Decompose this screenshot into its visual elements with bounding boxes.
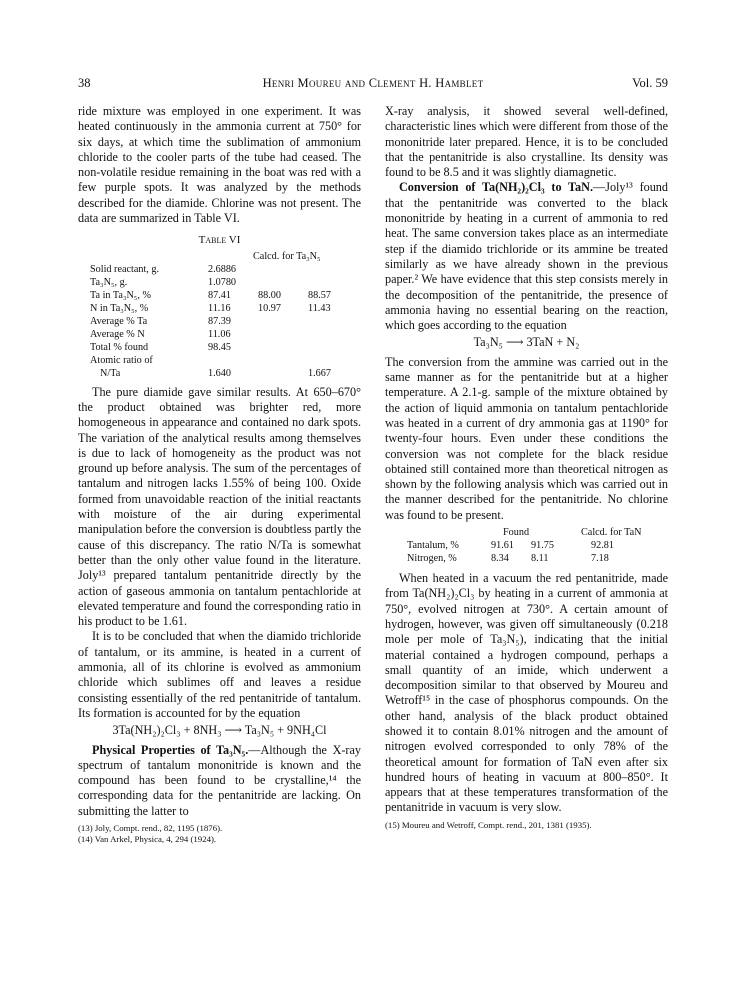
table-title: Table VI [198,234,241,247]
row-label: Tantalum, % [407,540,459,552]
table-row [80,315,361,328]
table-cell: 1.640 [208,367,231,379]
table-cell: 1.0780 [208,276,237,288]
table-header: Found [503,527,530,539]
page-header [78,76,668,92]
row-label: Nitrogen, % [407,553,457,565]
table-row [80,328,361,341]
analysis-table [385,526,668,565]
table-cell: 91.61 [491,540,514,552]
equation: Ta₃N₅ ⟶ 3TaN + N₂ [473,335,580,350]
footnote: (13) Joly, Compt. rend., 82, 1195 (1876). [78,822,223,833]
paragraph: The conversion from the ammine was carried out in the same manner as for the pentanitride but at a higher temperature. A 2.1-g. sample of the mixture obtained by the action of liquid ammonia on tantalum pentachloride was heated in a current of dry ammonia gas at 1190° for twenty-four hours. Even under these conditions the conversion was not complete for the black residue obtained still contained more than theoretical nitrogen as shown by the following analysis which was carried out in the manner described for the pentanitride. No chlorine was found to be present. [385,354,668,522]
paragraph: When heated in a vacuum the red pentanitride, made from Ta(NH₂)₂Cl₃ by heating in a current of ammonia at 750°, evolved nitrogen at 730°. A certain amount of hydrogen, however, was given off simultaneously (0.218 mole per mole of Ta₃N₅), indicating that the initial material contained a hydrogen compound, perhaps a small quantity of an imide, which underwent a decomposition similar to that observed by Moureu and Wetroff¹⁵ in the case of phosphorus compounds. On the other hand, analysis of the black product obtained showed it to contain 8.01% nitrogen and the amount of nitrogen evolved corresponded to only 78% of the theoretical amount for formation of TaN even after six hundred hours of heating in vacuum at 800–850°. It appears that at these temperatures transformation of the pentanitride in vacuum is very slow. [385,571,668,815]
table-row [80,341,361,354]
table-cell: 2.6886 [208,263,237,275]
row-label: Ta in Ta₃N₅, % [90,289,151,301]
row-label: Ta₃N₅, g. [90,276,128,288]
left-column [78,104,361,845]
section-heading: Physical Properties of Ta₃N₅. [92,742,249,757]
paragraph [385,180,668,333]
table-row [385,552,668,565]
table-header: Calcd. for Ta₃N₅ [253,250,321,262]
row-label: N in Ta₃N₅, % [90,302,149,314]
section-heading: Conversion of Ta(NH₂)₂Cl₃ to TaN. [399,180,594,195]
paragraph: The pure diamide gave similar results. At 650–670° the product obtained was brighter red, more homogeneous in appearance and contained no dark spots. The variation of the analytical results among themselves is due to lack of homogeneity as the product was not ground up before analysis. The sum of the percentages of tantalum and nitrogen lacks 1.55% of being 100. Oxide formed from unavoidable reaction of the initial reactants with moisture of the air during experimental manipulation before the conversion is doubtless partly the cause of this discrepancy. The ratio N/Ta is somewhat better than the only other value found in the literature. Joly¹³ prepared tantalum pentanitride directly by the action of gaseous ammonia on tantalum pentachloride at elevated temperature and found the corresponding ratio in his product to be 1.61. [78,384,361,629]
table-row [80,276,361,289]
table-cell: 10.97 [258,302,281,314]
table-cell: 98.45 [208,341,231,353]
table-body [80,263,361,380]
table-cell: 11.16 [208,302,231,314]
footnote: (14) Van Arkel, Physica, 4, 294 (1924). [78,833,217,844]
table-cell: 87.39 [208,315,231,327]
table-cell: 1.667 [308,367,331,379]
table-cell: 8.34 [491,553,509,565]
table-cell: 11.06 [208,328,231,340]
table-cell: 11.43 [308,302,331,314]
paragraph: X-ray analysis, it showed several well-defined, characteristic lines which were different from those of the mononitride later prepared. Hence, it is to be concluded that the pentanitride is also crystalline. Its density was found to be 8.5 and it was slightly diamagnetic. [385,104,668,180]
table-row [385,539,668,552]
table-vi [80,250,361,380]
table-cell: 88.57 [308,289,331,301]
row-label: Atomic ratio of [90,354,153,366]
row-label: Total % found [90,341,149,353]
table-cell: 7.18 [591,553,609,565]
table-cell: 92.81 [591,540,614,552]
running-title: Henri Moureu and Clement H. Hamblet [262,76,484,90]
table-header: Calcd. for TaN [581,527,642,539]
table-row [80,263,361,276]
page-number: 38 [78,76,91,90]
table-row [80,302,361,315]
table-row [80,367,361,380]
paragraph: It is to be concluded that when the diamido trichloride of tantalum, or its ammine, is heated in a current of ammonia, all of its chlorine is evolved as ammonium chloride which sublimes off and leaves a residue consisting essentially of the red pentanitride of tantalum. Its formation is accounted for by the equation [78,629,361,720]
table-cell: 8.11 [531,553,549,565]
paragraph-text: —Joly¹³ found that the pentanitride was converted to the black mononitride by heating in a current of ammonia to red heat. The same conversion takes place as an intermediate step if the diamido trichloride or its ammine be treated similarly as we have already shown in the previous paper.² We have evidence that this step consists merely in the decomposition of the pentanitride, the presence of ammonia having no essential bearing on the reaction, which goes according to the equation [385,180,668,333]
paragraph: ride mixture was employed in one experiment. It was heated continuously in the ammonia current at 750° for six days, at which time the sublimation of ammonium chloride to the cooler parts of the tube had ceased. The non-volatile residue remaining in the boat was red with a few purple spots. It was analyzed by the methods described for the diamide. Chlorine was not present. The data are summarized in Table VI. [78,104,361,226]
right-column [385,104,668,831]
table-cell: 87.41 [208,289,231,301]
volume-label: Vol. 59 [632,76,668,90]
footnote: (15) Moureu and Wetroff, Compt. rend., 201, 1381 (1935). [385,819,592,830]
paragraph [78,743,361,819]
row-label: N/Ta [100,367,121,379]
table-body [385,539,668,565]
table-row [80,354,361,367]
row-label: Average % Ta [90,315,148,327]
table-row [80,289,361,302]
row-label: Solid reactant, g. [90,263,160,275]
row-label: Average % N [90,328,145,340]
equation: 3Ta(NH₂)₂Cl₃ + 8NH₃ ⟶ Ta₃N₅ + 9NH₄Cl [112,723,327,738]
table-cell: 91.75 [531,540,554,552]
paragraph-text: —Although the X-ray spectrum of tantalum mononitride is known and the compound has been found to be crystalline,¹⁴ the corresponding data for the pentanitride are lacking. On submitting the latter to [78,742,361,818]
table-cell: 88.00 [258,289,281,301]
